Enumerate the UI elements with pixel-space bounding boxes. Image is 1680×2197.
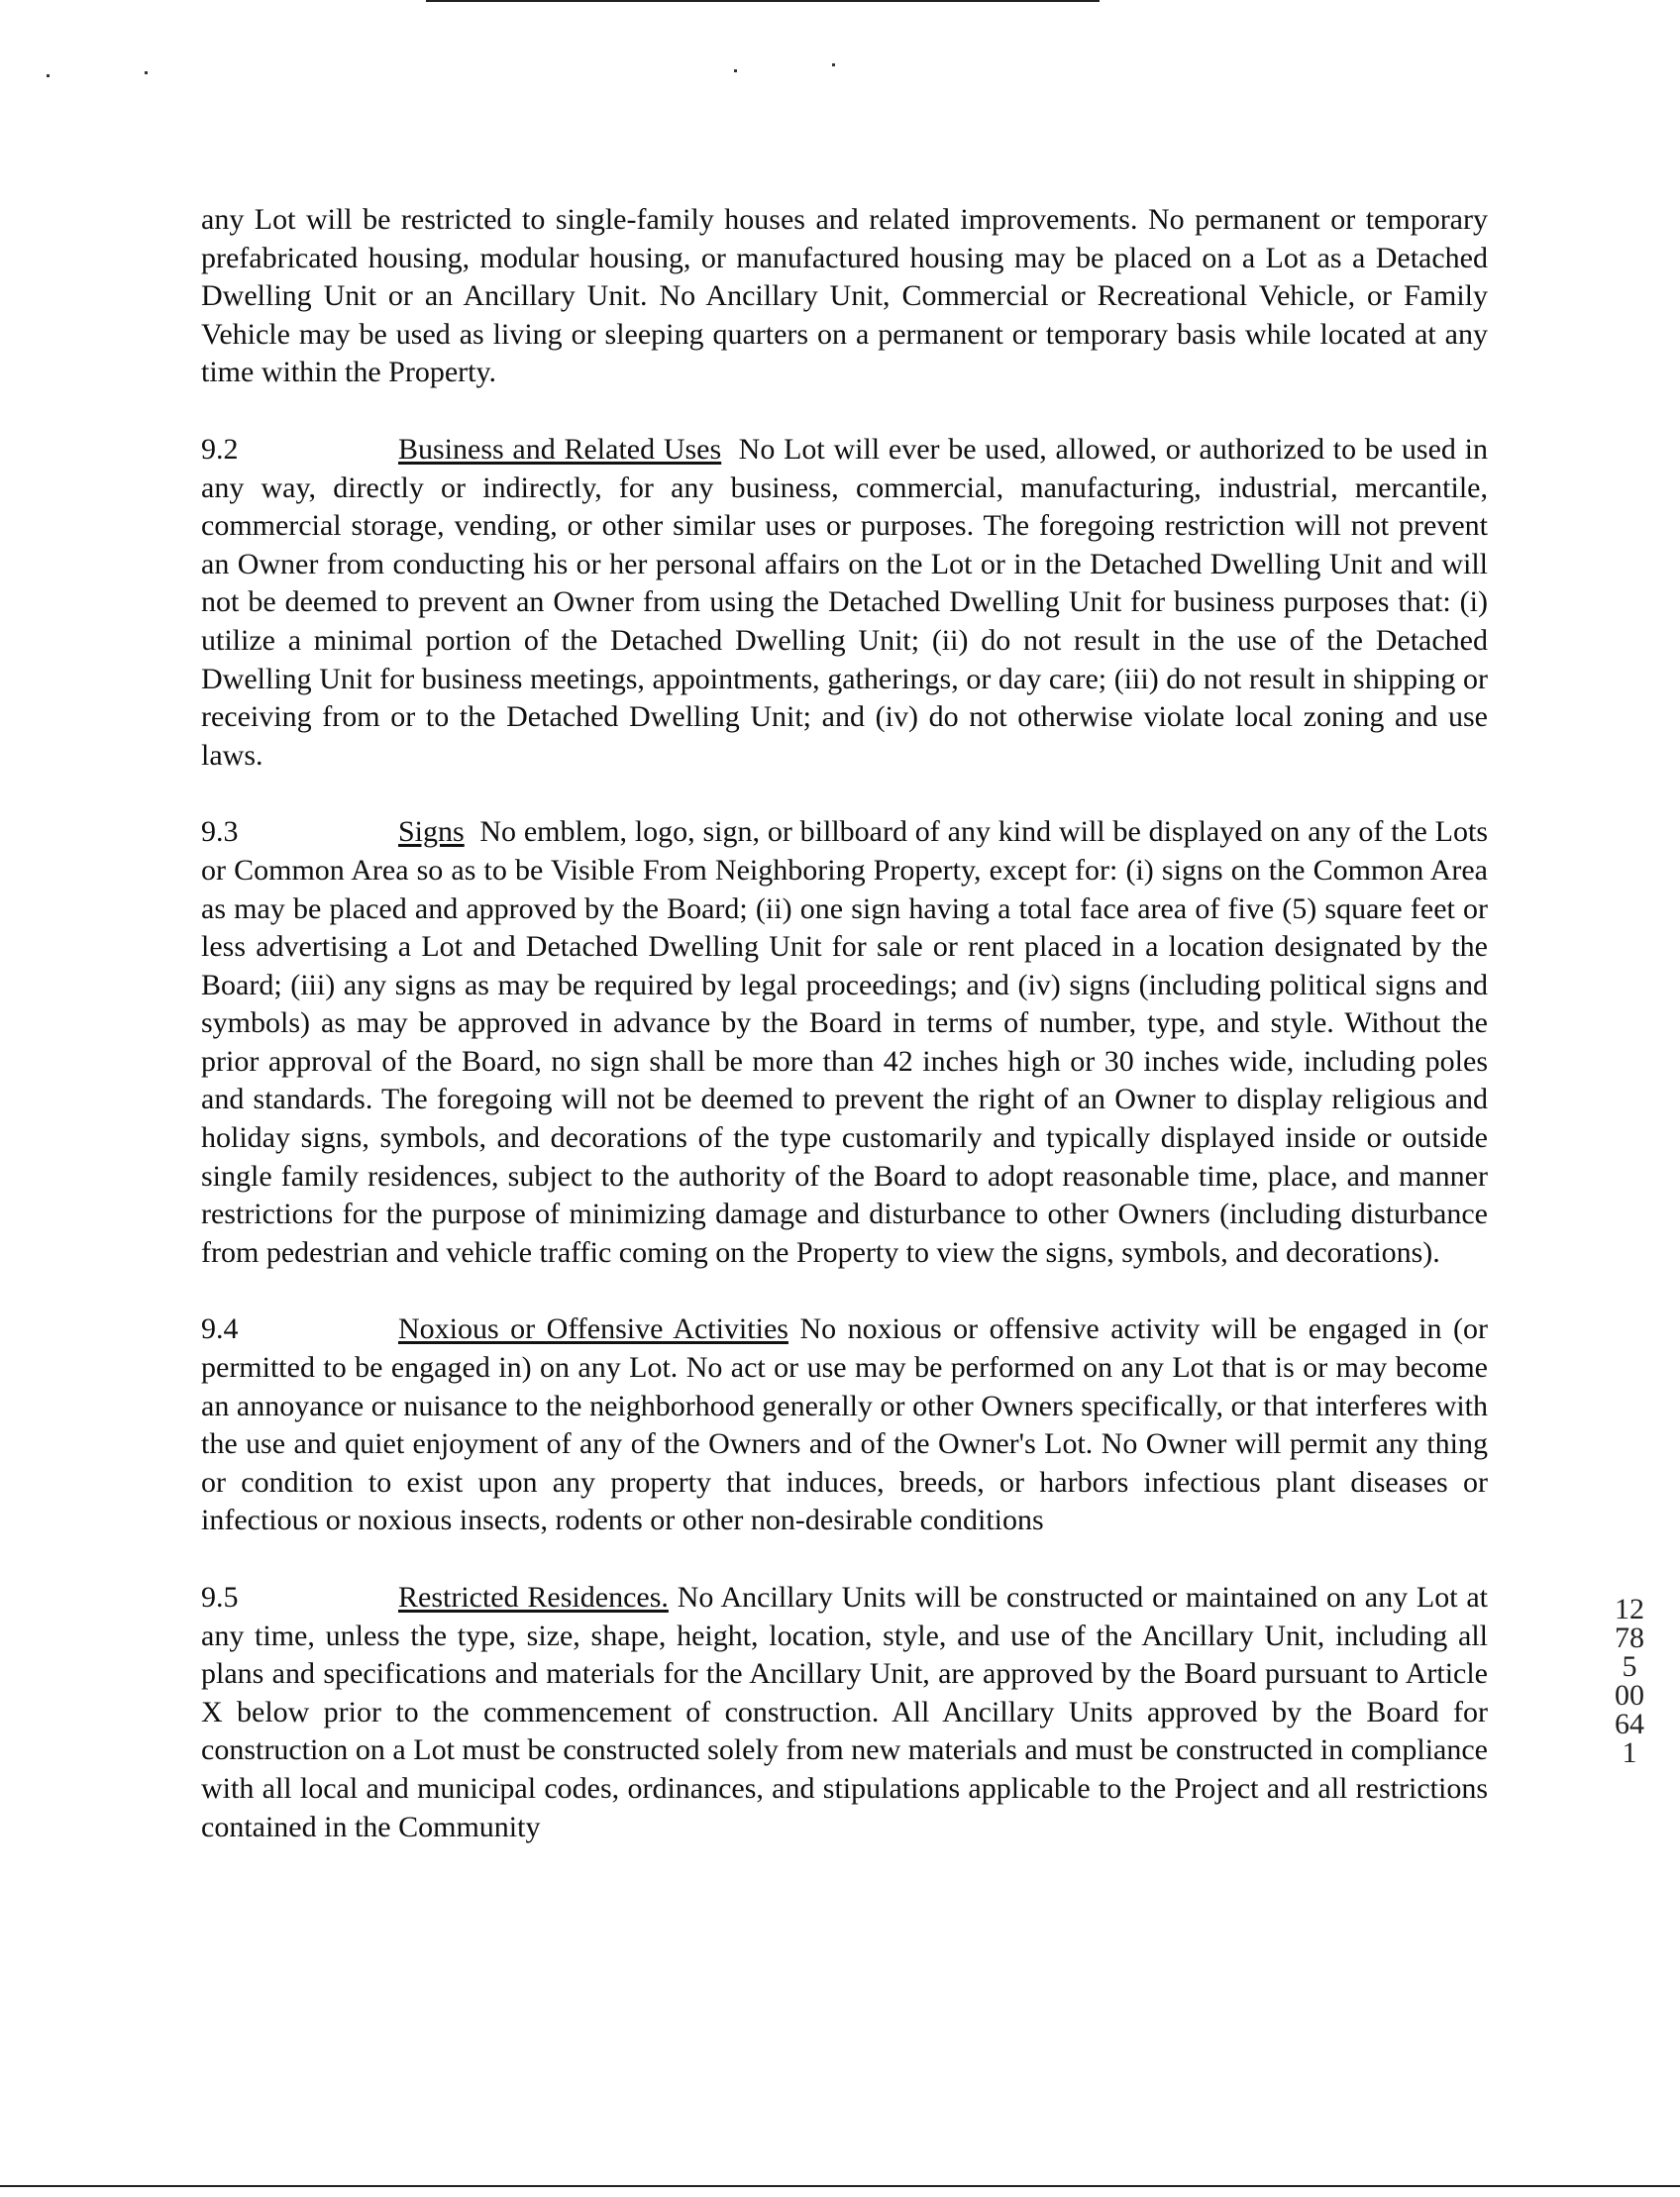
bottom-scan-border (0, 2185, 1680, 2187)
section-title: Signs (398, 815, 465, 849)
scan-speck (832, 63, 835, 66)
margin-recording-stamp: 12785 00641 (1615, 1593, 1644, 1769)
section-number: 9.5 (201, 1581, 239, 1614)
section-9-2 (201, 431, 1488, 775)
section-9-3 (201, 813, 1488, 1272)
scan-speck (734, 69, 737, 72)
document-body (201, 201, 1488, 1885)
section-9-5 (201, 1579, 1488, 1846)
scan-speck (47, 74, 50, 77)
intro-paragraph: any Lot will be restricted to single-family houses and related improvements. No permanent or temporary prefabricated housing, modular housing, or manufactured housing may be placed on a Lot as a Detached Dwelling Unit or an Ancillary Unit. No Ancillary Unit, Commercial or Recreational Vehicle, or Family Vehicle may be used as living or sleeping quarters on a permanent or temporary basis while located at any time within the Property. (201, 203, 1488, 389)
section-text: No Ancillary Units will be constructed or maintained on any Lot at any time, unless the type, size, shape, height, location, style, and use of the Ancillary Unit, including all plans and specifications and materials for the Ancillary Unit, are approved by the Board pursuant to Article X below prior to the commencement of construction. All Ancillary Units approved by the Board for construction on a Lot must be constructed solely from new materials and must be constructed in compliance with all local and municipal codes, ordinances, and stipulations applicable to the Project and all restrictions contained in the Community (201, 1581, 1489, 1843)
section-text: No Lot will ever be used, allowed, or authorized to be used in any way, directly or indirectly, for any business, commercial, manufacturing, industrial, mercantile, commercial storage, vending, or other similar uses or purposes. The foregoing restriction will not prevent an Owner from conducting his or her personal affairs on the Lot or in the Detached Dwelling Unit and will not be deemed to prevent an Owner from using the Detached Dwelling Unit for business purposes that: (i) utilize a minimal portion of the Detached Dwelling Unit; (ii) do not result in the use of the Detached Dwelling Unit for business meetings, appointments, gatherings, or day care; (iii) do not result in shipping or receiving from or to the Detached Dwelling Unit; and (iv) do not otherwise violate local zoning and use laws. (201, 432, 1488, 772)
section-number: 9.2 (201, 432, 239, 466)
section-number: 9.3 (201, 815, 239, 849)
section-title: Restricted Residences. (398, 1581, 669, 1614)
section-text: No noxious or offensive activity will be engaged in (or permitted to be engaged in) on any Lot. No act or use may be performed on any Lot that is or may become an annoyance or nuisance to the neighborhood generally or other Owners specifically, or that interferes with the use and quiet enjoyment of any of the Owners and of the Owner's Lot. No Owner will permit any thing or condition to exist upon any property that induces, breeds, or harbors infectious plant diseases or infectious or noxious insects, rodents or other non-desirable conditions (201, 1312, 1489, 1537)
section-title: Business and Related Uses (398, 432, 722, 466)
section-number: 9.4 (201, 1312, 239, 1346)
section-9-4 (201, 1310, 1488, 1540)
top-scan-border (426, 0, 1100, 2)
section-text: No emblem, logo, sign, or billboard of any kind will be displayed on any of the Lots or Common Area so as to be Visible From Neighboring Property, except for: (i) signs on the Common Area as may be placed and approved by the Board; (ii) one sign having a total face area of five (5) square feet or less advertising a Lot and Detached Dwelling Unit for sale or rent placed in a location designated by the Board; (iii) any signs as may be required by legal proceedings; and (iv) signs (including political signs and symbols) as may be approved in advance by the Board in terms of number, type, and style. Without the prior approval of the Board, no sign shall be more than 42 inches high or 30 inches wide, including poles and standards. The foregoing will not be deemed to prevent the right of an Owner to display religious and holiday signs, symbols, and decorations of the type customarily and typically displayed inside or outside single family residences, subject to the authority of the Board to adopt reasonable time, place, and manner restrictions for the purpose of minimizing damage and disturbance to other Owners (including disturbance from pedestrian and vehicle traffic coming on the Property to view the signs, symbols, and decorations). (201, 815, 1489, 1269)
section-title: Noxious or Offensive Activities (398, 1312, 788, 1346)
scan-speck (145, 71, 148, 74)
